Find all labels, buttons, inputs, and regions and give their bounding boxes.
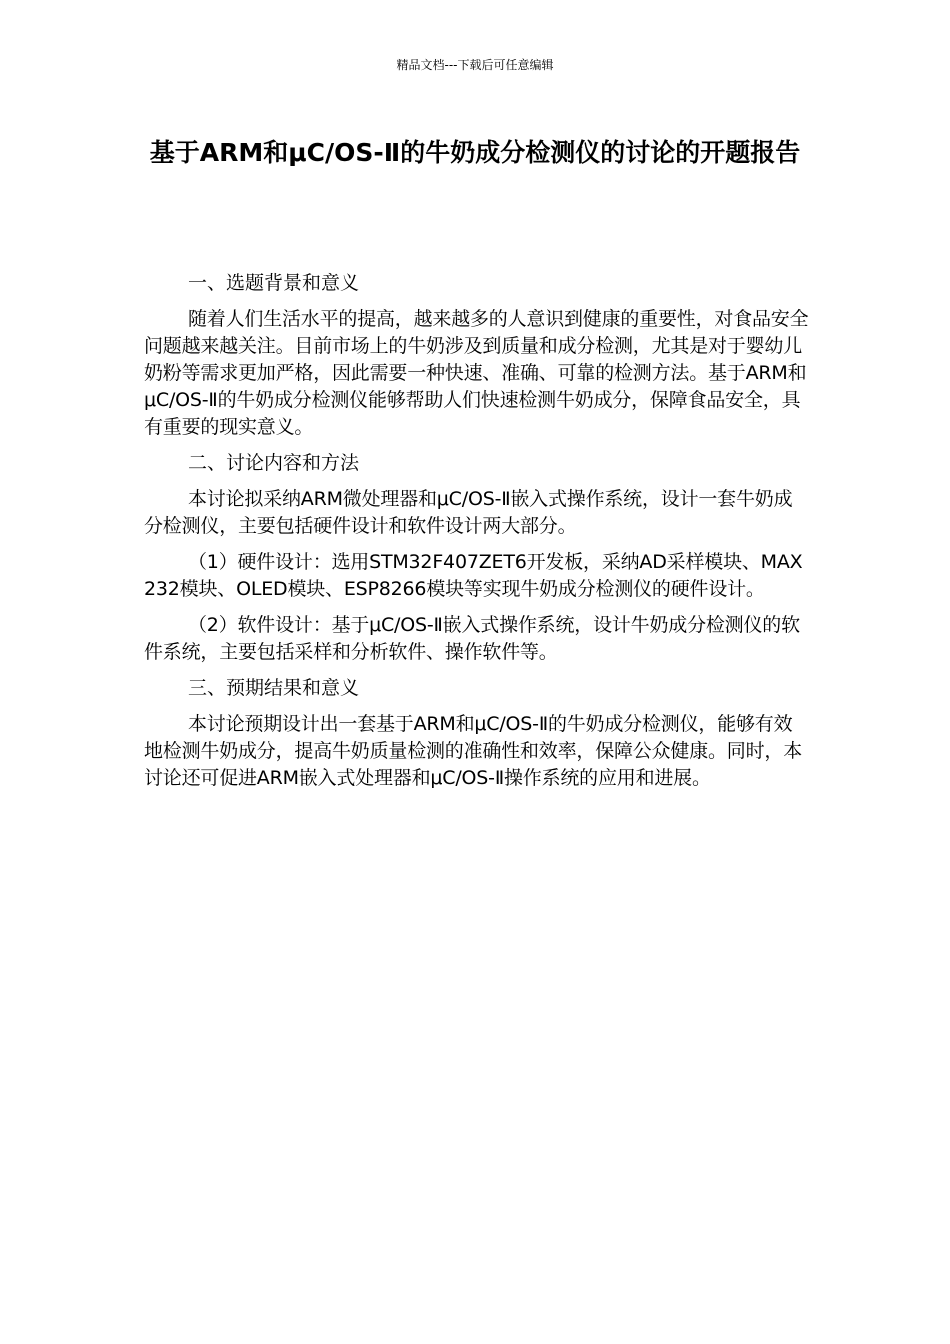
content-method-paragraph: 本讨论拟采纳ARM微处理器和μC/OS-Ⅱ嵌入式操作系统，设计一套牛奶成分检测仪，主要包括硬件设计和软件设计两大部分。 — [144, 488, 793, 537]
software-design-paragraph: （2）软件设计：基于μC/OS-Ⅱ嵌入式操作系统，设计牛奶成分检测仪的软件系统，主要包括采样和分析软件、操作软件等。 — [144, 614, 800, 663]
document-body — [144, 270, 809, 801]
hardware-design-paragraph: （1）硬件设计：选用STM32F407ZET6开发板，采纳AD采样模块、MAX232模块、OLED模块、ESP8266模块等实现牛奶成分检测仪的硬件设计。 — [144, 551, 803, 600]
background-paragraph: 随着人们生活水平的提高，越来越多的人意识到健康的重要性，对食品安全问题越来越关注。目前市场上的牛奶涉及到质量和成分检测，尤其是对于婴幼儿奶粉等需求更加严格，因此需要一种快速、准确、可靠的检测方法。基于ARM和μC/OS-Ⅱ的牛奶成分检测仪能够帮助人们快速检测牛奶成分，保障食品安全，具有重要的现实意义。 — [144, 308, 809, 438]
section-heading-background: 一、选题背景和意义 — [188, 272, 360, 294]
section-heading-content-method: 二、讨论内容和方法 — [188, 452, 360, 474]
header-note: 精品文档---下载后可任意编辑 — [396, 58, 554, 72]
section-heading-expected-results: 三、预期结果和意义 — [188, 677, 360, 699]
document-title: 基于ARM和μC/OS-Ⅱ的牛奶成分检测仪的讨论的开题报告 — [149, 138, 801, 167]
expected-results-paragraph: 本讨论预期设计出一套基于ARM和μC/OS-Ⅱ的牛奶成分检测仪，能够有效地检测牛奶成分，提高牛奶质量检测的准确性和效率，保障公众健康。同时，本讨论还可促进ARM嵌入式处理器和μC/OS-Ⅱ操作系统的应用和进展。 — [144, 713, 803, 789]
